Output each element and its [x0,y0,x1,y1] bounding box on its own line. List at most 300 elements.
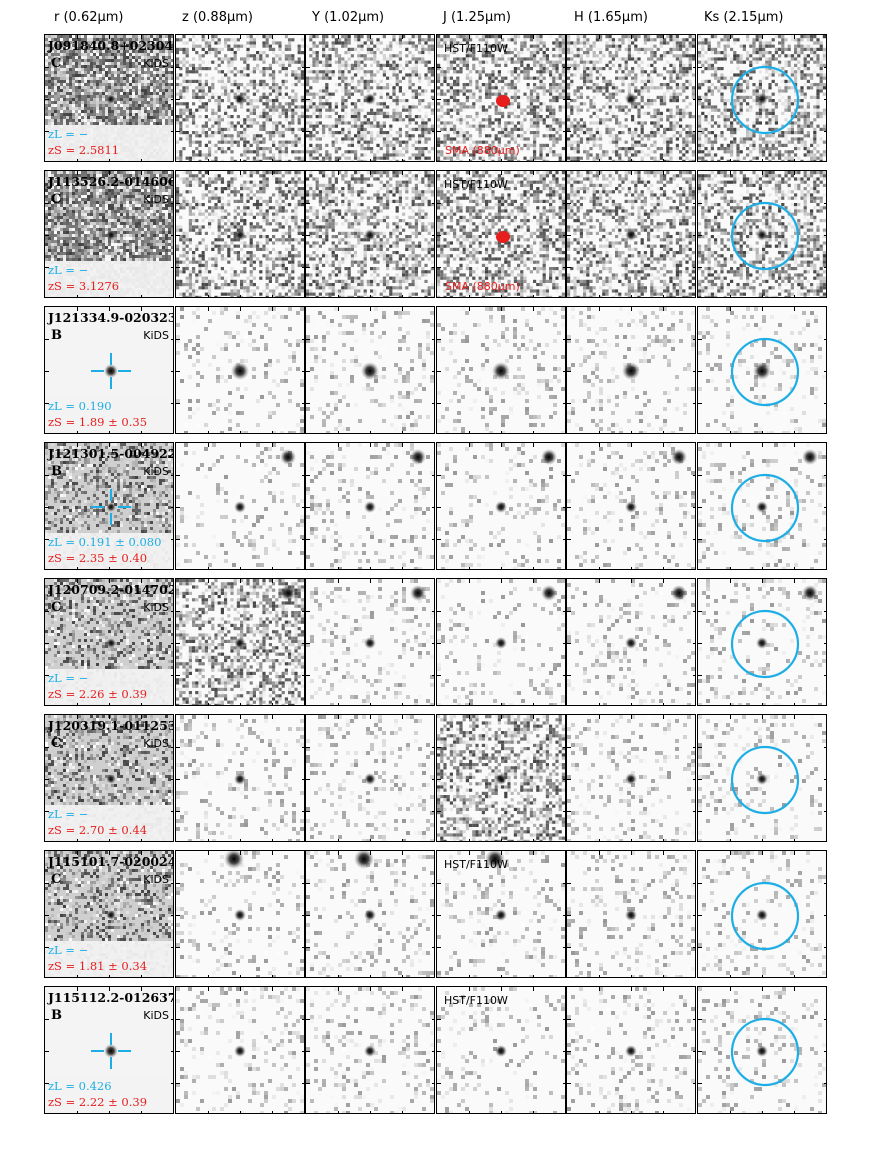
axis-tick [45,779,49,780]
axis-tick [240,987,241,991]
axis-tick [469,987,470,991]
column-header-j: J (1.25μm) [443,10,511,25]
axis-tick [501,171,502,175]
axis-tick [240,703,241,706]
survey-label: KiDS [143,465,169,478]
grade-label: B [51,328,62,343]
cutout-panel-z [175,34,305,162]
axis-tick [77,975,78,978]
object-name: J091840.8+023048 [48,38,174,53]
axis-tick [762,171,763,175]
grade-label: C [51,872,61,887]
axis-tick [693,371,696,372]
axis-tick [824,507,827,508]
axis-tick [141,579,142,583]
axis-tick [698,947,702,948]
axis-tick [109,443,110,447]
axis-tick [171,779,174,780]
axis-tick [824,475,827,476]
axis-tick [698,131,702,132]
axis-tick [402,431,403,434]
axis-tick [432,1019,435,1020]
object-row [44,714,828,842]
axis-tick [631,159,632,162]
object-name: J120319.1-011253 [48,718,174,733]
axis-tick [469,715,470,719]
axis-tick [567,339,571,340]
axis-tick [370,1111,371,1114]
cutout-image [437,307,566,434]
axis-tick [171,99,174,100]
axis-tick [45,675,49,676]
axis-tick [693,779,696,780]
axis-tick [432,1051,435,1052]
axis-tick [437,507,441,508]
source-redshift: zS = 2.26 ± 0.39 [48,687,147,701]
cutout-image [567,851,696,978]
axis-tick [437,131,441,132]
axis-tick [402,567,403,570]
axis-tick [208,295,209,298]
axis-tick [45,403,49,404]
source-redshift: zS = 3.1276 [48,279,119,293]
axis-tick [432,811,435,812]
axis-tick [77,35,78,39]
axis-tick [693,811,696,812]
axis-tick [663,307,664,311]
cutout-panel-y [305,850,435,978]
axis-tick [698,235,702,236]
axis-tick [437,675,441,676]
axis-tick [272,307,273,311]
axis-tick [794,1111,795,1114]
axis-tick [794,35,795,39]
cutout-image [306,579,435,706]
axis-tick [533,567,534,570]
axis-tick [437,811,441,812]
axis-tick [176,475,180,476]
axis-tick [306,475,310,476]
axis-tick [176,747,180,748]
axis-tick [77,987,78,991]
axis-tick [109,295,110,298]
axis-tick [109,307,110,311]
axis-tick [240,975,241,978]
axis-tick [141,703,142,706]
axis-tick [533,975,534,978]
axis-tick [77,431,78,434]
axis-tick [141,35,142,39]
axis-tick [338,443,339,447]
cutout-image [698,35,827,162]
axis-tick [762,715,763,719]
axis-tick [730,35,731,39]
axis-tick [306,131,310,132]
source-redshift: zS = 2.35 ± 0.40 [48,551,147,565]
axis-tick [109,1111,110,1114]
lens-redshift: zL = − [48,671,88,685]
axis-tick [501,715,502,719]
axis-tick [370,579,371,583]
axis-tick [141,715,142,719]
axis-tick [176,779,180,780]
cutout-image [567,987,696,1114]
axis-tick [109,579,110,583]
axis-tick [631,443,632,447]
axis-tick [240,171,241,175]
axis-tick [693,507,696,508]
axis-tick [272,295,273,298]
axis-tick [171,371,174,372]
cutout-panel-r [44,986,174,1114]
axis-tick [240,715,241,719]
survey-label: KiDS [143,873,169,886]
axis-tick [698,1019,702,1020]
axis-tick [501,35,502,39]
axis-tick [272,159,273,162]
axis-tick [469,307,470,311]
axis-tick [698,539,702,540]
axis-tick [533,715,534,719]
cutout-panel-z [175,306,305,434]
axis-tick [141,1111,142,1114]
column-header-y: Y (1.02μm) [312,10,384,25]
sma-label: SMA (880μm) [445,280,520,293]
axis-tick [631,1111,632,1114]
axis-tick [794,431,795,434]
axis-tick [109,715,110,719]
axis-tick [176,507,180,508]
axis-tick [437,779,441,780]
lens-redshift: zL = − [48,807,88,821]
axis-tick [762,839,763,842]
axis-tick [567,811,571,812]
axis-tick [338,839,339,842]
axis-tick [208,703,209,706]
axis-tick [370,567,371,570]
axis-tick [794,715,795,719]
axis-tick [824,371,827,372]
axis-tick [272,851,273,855]
axis-tick [631,703,632,706]
object-name: J115101.7-020024 [48,854,174,869]
axis-tick [824,747,827,748]
axis-tick [469,295,470,298]
cutout-image [567,35,696,162]
axis-tick [240,35,241,39]
axis-tick [45,235,49,236]
axis-tick [824,611,827,612]
axis-tick [402,443,403,447]
axis-tick [730,567,731,570]
axis-tick [437,339,441,340]
axis-tick [272,35,273,39]
axis-tick [45,67,49,68]
cutout-image [437,443,566,570]
axis-tick [306,883,310,884]
axis-tick [730,579,731,583]
column-header-h: H (1.65μm) [574,10,648,25]
cutout-image [176,579,305,706]
cutout-panel-y [305,714,435,842]
axis-tick [370,851,371,855]
axis-tick [240,1111,241,1114]
axis-tick [599,443,600,447]
axis-tick [567,779,571,780]
cutout-panel-r [44,170,174,298]
cutout-panel-y [305,578,435,706]
axis-tick [240,851,241,855]
cutout-image [698,579,827,706]
axis-tick [824,235,827,236]
cutout-panel-ks [697,578,827,706]
axis-tick [824,1019,827,1020]
axis-tick [663,715,664,719]
lens-redshift: zL = 0.191 ± 0.080 [48,535,161,549]
axis-tick [693,883,696,884]
axis-tick [171,811,174,812]
axis-tick [45,747,49,748]
axis-tick [432,203,435,204]
axis-tick [402,1111,403,1114]
axis-tick [306,747,310,748]
axis-tick [272,839,273,842]
cutout-panel-j [436,306,566,434]
axis-tick [698,371,702,372]
cutout-image [306,171,435,298]
cutout-panel-h [566,34,696,162]
axis-tick [698,675,702,676]
cutout-panel-h [566,442,696,570]
axis-tick [306,1083,310,1084]
axis-tick [306,1051,310,1052]
axis-tick [437,371,441,372]
axis-tick [77,703,78,706]
cutout-image [567,579,696,706]
axis-tick [824,203,827,204]
cutout-panel-z [175,714,305,842]
axis-tick [171,131,174,132]
axis-tick [794,975,795,978]
axis-tick [501,307,502,311]
axis-tick [824,947,827,948]
axis-tick [402,171,403,175]
axis-tick [77,567,78,570]
object-name: J121301.5-004922 [48,446,174,461]
axis-tick [141,443,142,447]
axis-tick [469,567,470,570]
axis-tick [663,443,664,447]
axis-tick [77,1111,78,1114]
axis-tick [171,67,174,68]
axis-tick [432,235,435,236]
axis-tick [663,839,664,842]
axis-tick [824,99,827,100]
axis-tick [141,839,142,842]
grade-label: C [51,192,61,207]
axis-tick [77,443,78,447]
axis-tick [437,643,441,644]
axis-tick [567,99,571,100]
axis-tick [437,99,441,100]
axis-tick [599,1111,600,1114]
axis-tick [762,443,763,447]
cutout-image [567,443,696,570]
axis-tick [432,403,435,404]
axis-tick [171,339,174,340]
axis-tick [176,675,180,676]
axis-tick [663,579,664,583]
axis-tick [45,99,49,100]
axis-tick [693,267,696,268]
axis-tick [437,1083,441,1084]
axis-tick [567,371,571,372]
axis-tick [272,579,273,583]
axis-tick [77,715,78,719]
axis-tick [599,839,600,842]
axis-tick [176,611,180,612]
axis-tick [762,851,763,855]
axis-tick [501,443,502,447]
axis-tick [437,203,441,204]
axis-tick [693,1019,696,1020]
axis-tick [698,1051,702,1052]
axis-tick [306,371,310,372]
cutout-image [698,715,827,842]
axis-tick [171,267,174,268]
axis-tick [370,703,371,706]
axis-tick [77,851,78,855]
axis-tick [533,159,534,162]
axis-tick [469,443,470,447]
axis-tick [109,431,110,434]
axis-tick [208,975,209,978]
axis-tick [693,67,696,68]
axis-tick [176,371,180,372]
axis-tick [698,475,702,476]
cutout-panel-y [305,986,435,1114]
axis-tick [631,295,632,298]
axis-tick [338,307,339,311]
object-row [44,578,828,706]
survey-label: KiDS [143,1009,169,1022]
axis-tick [208,987,209,991]
axis-tick [824,1051,827,1052]
cutout-panel-h [566,714,696,842]
axis-tick [176,915,180,916]
hst-label: HST/F110W [444,994,508,1007]
axis-tick [693,915,696,916]
axis-tick [567,915,571,916]
axis-tick [599,715,600,719]
axis-tick [599,431,600,434]
cutout-panel-r [44,442,174,570]
axis-tick [824,779,827,780]
axis-tick [663,703,664,706]
axis-tick [208,307,209,311]
axis-tick [794,295,795,298]
axis-tick [109,987,110,991]
axis-tick [208,579,209,583]
axis-tick [698,507,702,508]
axis-tick [794,159,795,162]
axis-tick [306,267,310,268]
axis-tick [272,567,273,570]
axis-tick [208,35,209,39]
axis-tick [567,643,571,644]
axis-tick [45,1051,49,1052]
cutout-image [176,307,305,434]
axis-tick [663,295,664,298]
axis-tick [272,443,273,447]
axis-tick [432,371,435,372]
axis-tick [567,203,571,204]
axis-tick [171,1019,174,1020]
axis-tick [338,1111,339,1114]
axis-tick [824,1083,827,1084]
axis-tick [693,747,696,748]
axis-tick [432,915,435,916]
cutout-panel-ks [697,986,827,1114]
axis-tick [794,567,795,570]
axis-tick [698,67,702,68]
axis-tick [698,403,702,404]
cutout-panel-z [175,850,305,978]
grade-label: B [51,464,62,479]
axis-tick [730,975,731,978]
axis-tick [824,811,827,812]
axis-tick [176,883,180,884]
cutout-image [176,851,305,978]
axis-tick [77,307,78,311]
axis-tick [469,579,470,583]
axis-tick [663,851,664,855]
axis-tick [45,611,49,612]
axis-tick [338,171,339,175]
cutout-panel-h [566,306,696,434]
axis-tick [171,643,174,644]
axis-tick [567,403,571,404]
axis-tick [306,611,310,612]
axis-tick [693,947,696,948]
axis-tick [45,1083,49,1084]
column-header-ks: Ks (2.15μm) [704,10,783,25]
axis-tick [794,987,795,991]
axis-tick [306,403,310,404]
axis-tick [240,443,241,447]
axis-tick [176,99,180,100]
axis-tick [402,987,403,991]
axis-tick [171,203,174,204]
axis-tick [176,811,180,812]
axis-tick [338,295,339,298]
axis-tick [698,203,702,204]
lens-redshift: zL = − [48,943,88,957]
axis-tick [109,35,110,39]
axis-tick [370,159,371,162]
axis-tick [698,99,702,100]
axis-tick [693,235,696,236]
cutout-image [437,715,566,842]
axis-tick [567,67,571,68]
axis-tick [730,443,731,447]
axis-tick [567,131,571,132]
axis-tick [762,703,763,706]
axis-tick [567,267,571,268]
cutout-panel-z [175,442,305,570]
axis-tick [631,567,632,570]
axis-tick [501,851,502,855]
